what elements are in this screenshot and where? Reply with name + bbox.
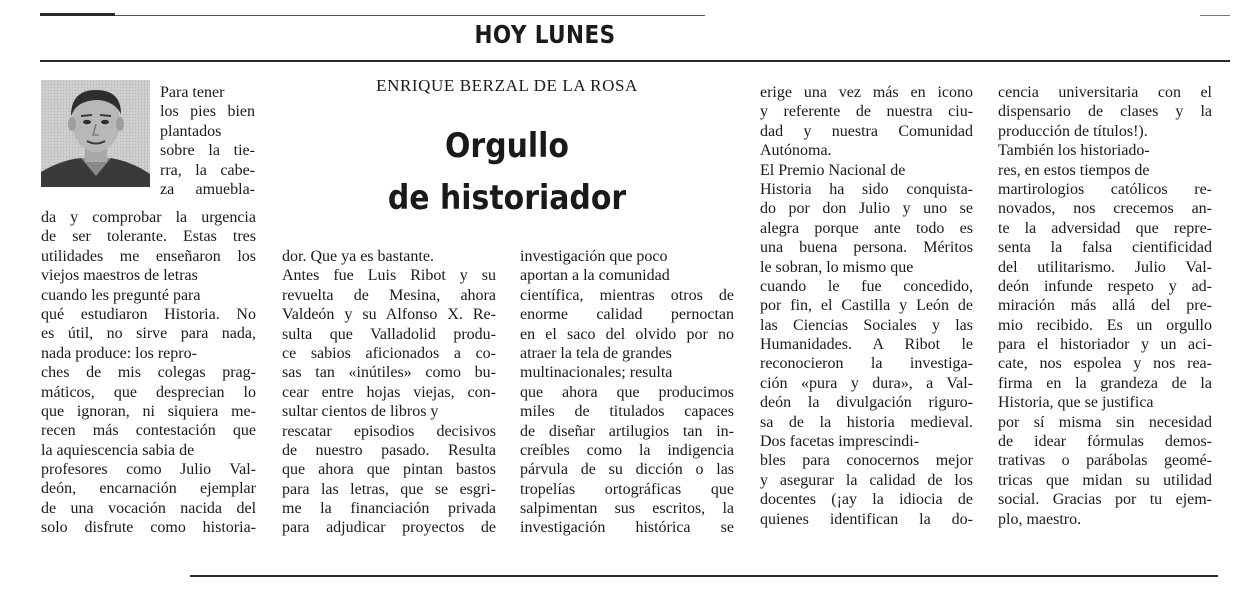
- article-text-line: de ser tolerante. Estas tres: [41, 228, 257, 246]
- article-text-line: investigación histórica se: [520, 519, 734, 537]
- article-text-line: multinacionales; resulta: [520, 364, 673, 382]
- article-text-line: de nuestro pasado. Resulta: [282, 441, 497, 459]
- article-text-line: nada produce: los repro-: [41, 344, 197, 362]
- article-text-line: reconocieron la investiga-: [760, 355, 973, 373]
- article-text-line: por fin, el Castilla y León de: [760, 297, 973, 315]
- article-column-4: [760, 83, 973, 529]
- article-text-line: Historia ha sido conquista-: [760, 180, 974, 198]
- article-text-line: mio recibido. Es un orgullo: [998, 316, 1213, 334]
- article-text-line: Para tener: [160, 84, 225, 101]
- article-text-line: bles para conocernos mejor: [760, 452, 974, 470]
- article-text-line: res, en estos tiempos de: [998, 161, 1150, 179]
- article-text-line: deón infunde respeto y ad-: [998, 277, 1213, 295]
- article-text-line: Valdeón y su Alfonso X. Re-: [282, 306, 496, 324]
- article-text-line: da y comprobar la urgencia: [41, 209, 256, 226]
- article-text-line: que ahora que producimos: [520, 383, 735, 401]
- article-text-line: máticos, que desprecian lo: [41, 383, 256, 401]
- article-text-line: una buena persona. Méritos: [760, 239, 973, 257]
- article-text-line: en el saco del olvido por no: [520, 325, 734, 343]
- article-text-line: cear entre hojas viejas, con-: [282, 383, 496, 401]
- headline-line: Orgullo: [445, 126, 569, 166]
- article-text-line: y asegurar la calidad de los: [760, 471, 974, 489]
- article-text-line: viejos maestros de letras: [41, 267, 198, 285]
- top-rule-thick: [40, 13, 115, 16]
- article-text-line: es útil, no sirve para nada,: [41, 325, 256, 343]
- article-text-line: Humanidades. A Ribot le: [760, 336, 974, 354]
- article-text-line: trativas o parábolas geomé-: [998, 452, 1212, 470]
- article-text-line: sas tan «inútiles» como bu-: [282, 364, 497, 382]
- article-text-line: miles de titulados capaces: [520, 403, 735, 421]
- top-rule-thin: [115, 15, 705, 16]
- article-text-line: social. Gracias por tu ejem-: [998, 491, 1213, 509]
- article-text-line: tropelías ortográficas que: [520, 480, 735, 498]
- article-text-line: párvula de su dicción o las: [520, 461, 735, 479]
- article-text-line: para el historiador y un aci-: [998, 336, 1213, 354]
- article-text-line: cate, nos espolea y nos rea-: [998, 355, 1212, 373]
- article-text-line: dispensario de clases y la: [998, 103, 1213, 121]
- article-text-line: la aquiescencia sabia de: [41, 441, 195, 459]
- article-text-line: los pies bien: [160, 103, 255, 121]
- article-text-line: utilidades me enseñaron los: [41, 247, 256, 265]
- article-text-line: ción «pura y dura», a Val-: [760, 374, 974, 392]
- article-text-line: las Ciencias Sociales y las: [760, 316, 974, 334]
- article-text-line: docentes (¡ay la idiocia de: [760, 491, 974, 509]
- bottom-rule: [190, 575, 1218, 577]
- article-text-line: ce sabios aficionados a co-: [282, 344, 497, 362]
- article-text-line: También los historiado-: [998, 142, 1150, 160]
- article-text-line: alegra porque ante todo es: [760, 219, 974, 237]
- author-portrait-image: [41, 80, 150, 187]
- article-text-line: de una vocación nacida del: [41, 499, 257, 517]
- article-text-line: aportan a la comunidad: [520, 267, 670, 285]
- article-text-line: producción de títulos!).: [998, 122, 1148, 140]
- article-text-line: investigación que poco: [520, 248, 668, 265]
- article-byline: ENRIQUE BERZAL DE LA ROSA: [376, 76, 638, 95]
- article-text-line: cuando le fue concedido,: [760, 277, 973, 295]
- section-title: HOY LUNES: [474, 20, 616, 49]
- article-text-line: sulta que Valladolid produ-: [282, 325, 497, 343]
- article-text-line: dor. Que ya es bastante.: [282, 248, 434, 265]
- headline-line: de historiador: [387, 178, 627, 218]
- article-text-line: dad y nuestra Comunidad: [760, 122, 973, 140]
- article-text-line: creíbles como la indigencia: [520, 441, 735, 459]
- article-text-line: cuando les pregunté para: [41, 286, 201, 304]
- article-text-line: y referente de nuestra ciu-: [760, 103, 974, 121]
- article-text-line: de idear fórmulas demos-: [998, 433, 1212, 451]
- article-text-line: miración más allá del pre-: [998, 297, 1212, 315]
- top-rule-right: [1200, 15, 1230, 16]
- article-text-line: me la financiación privada: [282, 500, 497, 518]
- article-column-1: [41, 208, 256, 538]
- article-text-line: deón la divulgación rigurо-: [760, 394, 973, 412]
- article-text-line: te la adversidad que repre-: [998, 219, 1213, 237]
- article-text-line: Historia, que se justifica: [998, 394, 1154, 412]
- article-text-line: rescatar episodios decisivos: [282, 422, 496, 440]
- article-column-1-intro: [160, 83, 255, 199]
- article-text-line: atraer la tela de grandes: [520, 344, 672, 362]
- article-column-5: [998, 83, 1212, 529]
- header-divider: [40, 60, 1230, 62]
- article-text-line: martirologios católicos re-: [998, 180, 1212, 198]
- article-text-line: qué estudiaron Historia. No: [41, 305, 256, 323]
- article-text-line: que ahora que pintan bastos: [282, 461, 497, 479]
- article-text-line: revuelta de Mesina, ahora: [282, 286, 496, 304]
- article-text-line: do por don Julio y uno se: [760, 200, 974, 218]
- article-text-line: del utilitarismo. Julio Val-: [998, 258, 1212, 276]
- article-text-line: sobre la tie-: [160, 142, 255, 160]
- article-text-line: erige una vez más en icono: [760, 84, 974, 101]
- article-text-line: para las letras, que se esgri-: [282, 480, 497, 498]
- article-text-line: novados, nos crecemos an-: [998, 200, 1213, 218]
- article-text-line: plo, maestro.: [998, 510, 1082, 528]
- article-text-line: rra, la cabe-: [160, 161, 255, 179]
- article-text-line: quienes identifican la do-: [760, 510, 973, 528]
- article-text-line: El Premio Nacional de: [760, 161, 906, 179]
- article-headline: [309, 120, 705, 224]
- article-text-line: senta la falsa cientificidad: [998, 239, 1212, 257]
- article-text-line: Antes fue Luis Ribot y su: [282, 267, 496, 285]
- article-text-line: le sobran, lo mismo que: [760, 258, 914, 276]
- article-text-line: Autónoma.: [760, 142, 832, 160]
- article-text-line: por sí misma sin necesidad: [998, 413, 1212, 431]
- article-text-line: recen más contestación que: [41, 422, 256, 440]
- article-text-line: ches de mis colegas prag-: [41, 364, 256, 382]
- article-text-line: tricas que midan su utilidad: [998, 471, 1213, 489]
- article-text-line: científica, mientras otros de: [520, 286, 734, 304]
- article-text-line: solo disfrute como historia-: [41, 519, 256, 537]
- article-text-line: plantados: [160, 122, 222, 140]
- article-column-2: [282, 247, 496, 538]
- article-text-line: salpimentan sus escritos, la: [520, 500, 734, 518]
- article-text-line: cencia universitaria con el: [998, 84, 1212, 101]
- article-column-3: [520, 247, 734, 538]
- article-text-line: enorme calidad pernoctan: [520, 306, 735, 324]
- article-text-line: para adjudicar proyectos de: [282, 519, 497, 537]
- article-text-line: firma en la grandeza de la: [998, 374, 1212, 392]
- article-text-line: deón, encarnación ejemplar: [41, 480, 256, 498]
- article-text-line: za amuebla-: [160, 180, 255, 198]
- article-text-line: de diseñar artilugios tan in-: [520, 422, 734, 440]
- author-portrait: [41, 80, 150, 187]
- article-text-line: sultar cientos de libros y: [282, 403, 439, 421]
- article-text-line: Dos facetas imprescindi-: [760, 433, 920, 451]
- article-text-line: que ignoran, ni siquiera me-: [41, 402, 256, 420]
- article-text-line: sa de la historia medieval.: [760, 413, 974, 431]
- article-text-line: profesores como Julio Val-: [41, 461, 256, 479]
